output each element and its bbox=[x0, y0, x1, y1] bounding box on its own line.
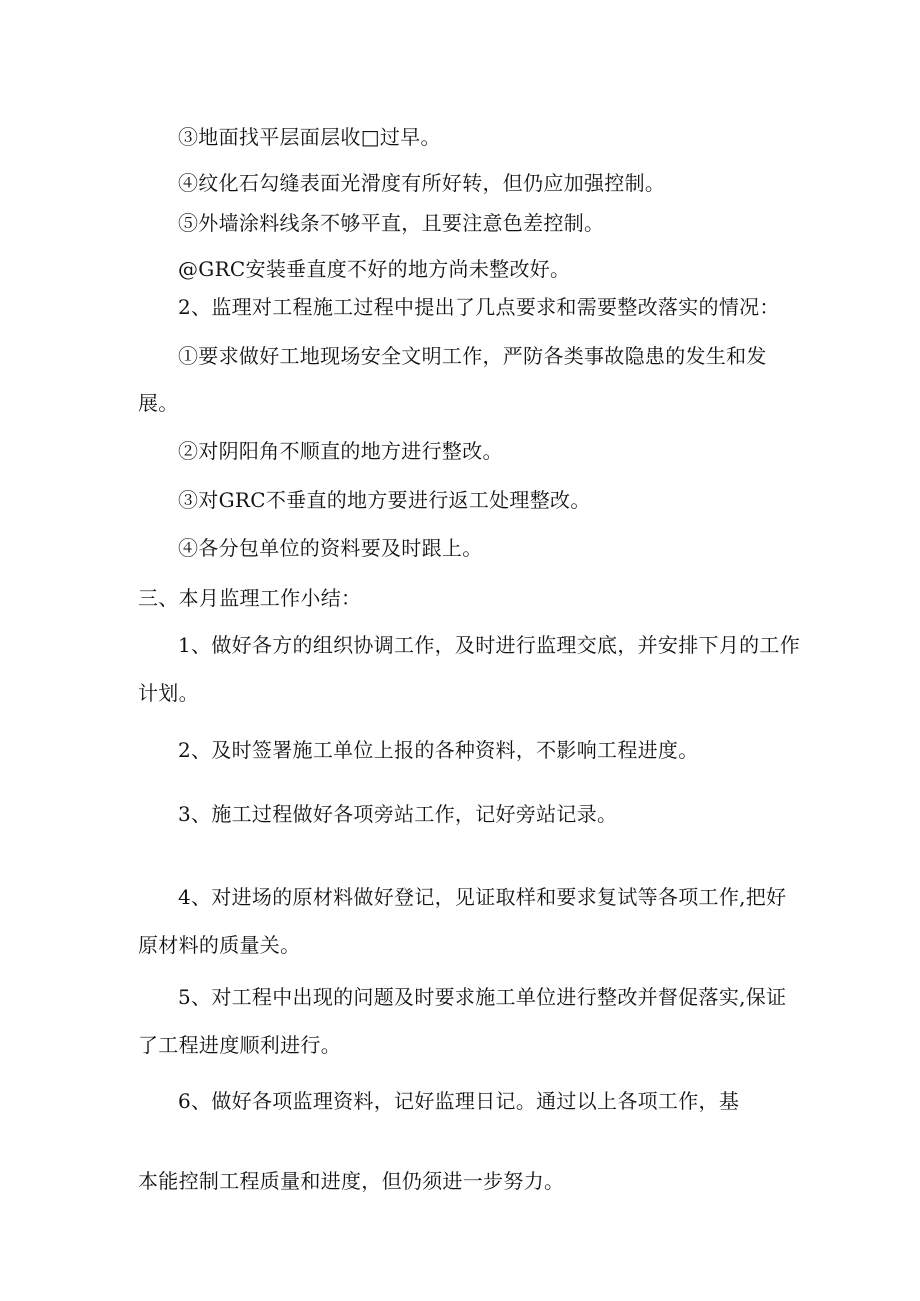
text-line-4: @GRC安装垂直度不好的地方尚未整改好。 bbox=[178, 257, 571, 281]
text-line-17: 原材料的质量关。 bbox=[138, 933, 301, 957]
text-line-14: 2、及时签署施工单位上报的各种资料，不影响工程进度。 bbox=[178, 738, 699, 762]
text-line-2: ④纹化石勾缝表面光滑度有所好转，但仍应加强控制。 bbox=[178, 171, 666, 195]
text-line-3: ⑤外墙涂料线条不够平直，且要注意色差控制。 bbox=[178, 211, 605, 235]
text-line-5: 2、监理对工程施工过程中提出了几点要求和需要整改落实的情况： bbox=[178, 295, 780, 319]
text-line-9: ③对GRC不垂直的地方要进行返工处理整改。 bbox=[178, 488, 591, 512]
text-line-1: ③地面找平层面层收□过早。 bbox=[178, 125, 441, 149]
text-line-19: 了工程进度顺利进行。 bbox=[138, 1033, 341, 1057]
text-line-20: 6、做好各项监理资料，记好监理日记。通过以上各项工作，基 bbox=[178, 1089, 740, 1113]
text-line-12: 1、做好各方的组织协调工作，及时进行监理交底，并安排下月的工作 bbox=[178, 633, 801, 657]
text-line-16: 4、对进场的原材料做好登记，见证取样和要求复试等各项工作,把好 bbox=[178, 885, 787, 909]
section-heading: 三、本月监理工作小结： bbox=[138, 586, 362, 610]
text-line-6: ①要求做好工地现场安全文明工作，严防各类事故隐患的发生和发 bbox=[178, 344, 767, 368]
text-line-8: ②对阴阳角不顺直的地方进行整改。 bbox=[178, 439, 503, 463]
text-line-7: 展。 bbox=[138, 391, 179, 415]
text-line-15: 3、施工过程做好各项旁站工作，记好旁站记录。 bbox=[178, 802, 618, 826]
text-line-13: 计划。 bbox=[138, 681, 199, 705]
text-line-10: ④各分包单位的资料要及时跟上。 bbox=[178, 536, 483, 560]
text-line-18: 5、对工程中出现的问题及时要求施工单位进行整改并督促落实,保证 bbox=[178, 985, 787, 1009]
text-line-21: 本能控制工程质量和进度，但仍须进一步努力。 bbox=[138, 1169, 565, 1193]
